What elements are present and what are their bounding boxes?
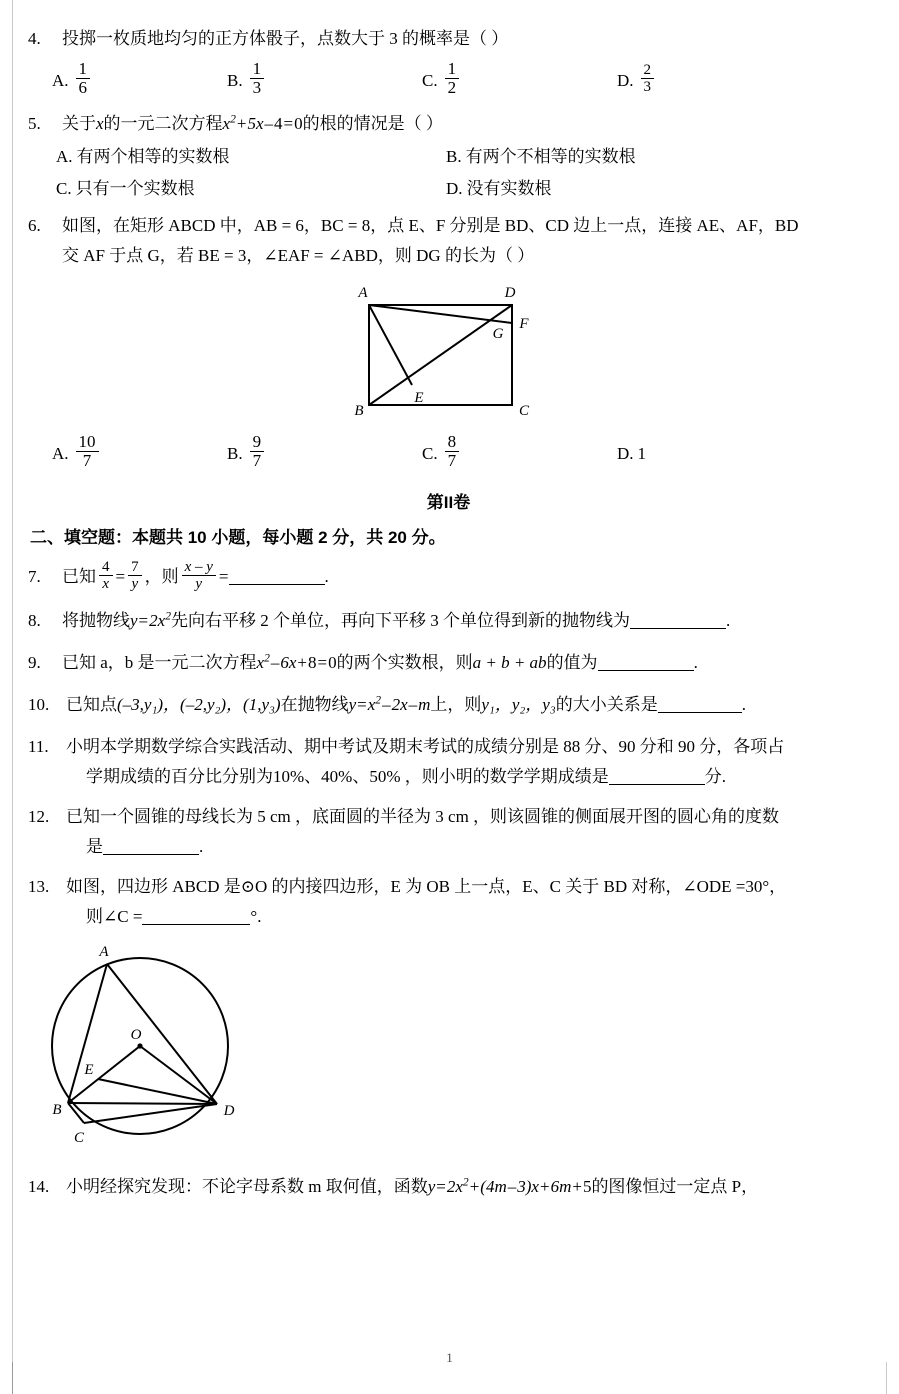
question-10-mid: 在抛物线	[280, 695, 349, 715]
question-10-points: (–3,y₁)，(–2,y₂)，(1,y₃)	[117, 695, 281, 715]
question-4-choices	[28, 59, 869, 99]
figure6-label-G: G	[492, 326, 503, 342]
choice-5-D[interactable]	[446, 173, 836, 205]
choice-4-D-denominator: 3	[643, 78, 652, 95]
question-11-line-1: 小明本学期数学综合实践活动、期中考试及期末考试的成绩分别是 88 分、90 分和 90 分，各项占	[66, 737, 785, 757]
question-9-mid: 的两个实数根，则	[336, 653, 473, 673]
question-9-expression-2: a + b + ab	[472, 653, 547, 673]
choice-6-A-fraction	[76, 433, 99, 470]
question-11-line-2	[66, 762, 869, 792]
question-14-stem	[66, 1172, 869, 1202]
choice-6-A-label: A.	[52, 443, 69, 463]
choice-4-D[interactable]	[617, 61, 657, 97]
question-14-post: 的图像恒过一定点 P，	[591, 1177, 759, 1197]
question-10-mid-2: 上，则	[430, 695, 482, 715]
figure13-label-C: C	[73, 1130, 85, 1147]
question-14	[28, 1172, 869, 1202]
choice-6-A-numerator: 10	[76, 433, 99, 452]
question-5-text-2: 的一元二次方程	[103, 114, 223, 133]
question-10-number: 10.	[28, 695, 50, 715]
question-7-fraction-2	[128, 560, 142, 592]
figure6-label-A: A	[357, 285, 368, 301]
section-divider-label: 第II卷	[426, 493, 471, 512]
choice-4-C[interactable]	[422, 59, 617, 99]
choice-4-A[interactable]	[52, 59, 227, 99]
question-7-frac1-den: x	[102, 576, 110, 593]
question-6-choices	[28, 432, 869, 472]
choice-4-C-fraction	[445, 60, 460, 97]
question-8-expression: $y=2x^2$	[130, 609, 171, 631]
question-6-line-1: 如图，在矩形 ABCD 中，AB = 6，BC = 8，点 E、F 分别是 BD、CD 边上一点，连接 AE、AF，BD	[62, 216, 799, 235]
question-6-figure-container	[28, 275, 869, 425]
question-11-number: 11.	[28, 737, 49, 757]
question-14-expression: $y=2x^2+(4m-3)x+6m+5$	[427, 1175, 592, 1197]
figure13-label-B: B	[52, 1102, 62, 1119]
question-12-answer-blank[interactable]	[103, 838, 199, 855]
question-5-text-3: 的根的情况是（ ）	[302, 114, 443, 133]
figure6-label-D: D	[504, 285, 515, 301]
choice-6-B[interactable]	[227, 432, 422, 472]
question-10-tail: .	[741, 695, 747, 715]
question-9-pre: 已知 a，b 是一元二次方程	[62, 653, 257, 673]
question-7-mid: ，则	[144, 567, 179, 586]
question-8-answer-blank[interactable]	[630, 612, 726, 629]
question-8-tail: .	[725, 611, 731, 631]
choice-4-C-label: C.	[422, 70, 438, 90]
question-10-stem	[66, 690, 869, 720]
choice-5-A-label: A.	[56, 147, 73, 166]
question-9-post: 的值为	[546, 653, 598, 673]
question-5-stem	[62, 109, 869, 139]
question-13	[28, 872, 869, 932]
question-6-line-2: 交 AF 于点 G，若 BE = 3，∠EAF = ∠ABD，则 DG 的长为（ ）	[62, 246, 535, 265]
question-5-number: 5.	[28, 114, 41, 133]
question-5	[28, 109, 869, 139]
question-5-choices-row-1	[28, 141, 869, 173]
question-10-post: 的大小关系是	[555, 695, 658, 715]
question-12-stem	[66, 802, 869, 862]
choice-6-B-numerator: 9	[250, 433, 265, 452]
question-12-line-2-text: 是	[86, 837, 103, 857]
question-8-post: 先向右平移 2 个单位，再向下平移 3 个单位得到新的抛物线为	[170, 611, 630, 631]
choice-5-A-text: 有两个相等的实数根	[76, 147, 230, 166]
question-7-fraction-3	[182, 560, 216, 592]
question-4-text: 投掷一枚质地均匀的正方体骰子，点数大于 3 的概率是（ ）	[62, 29, 509, 48]
question-11-unit: 分.	[704, 767, 726, 787]
choice-6-B-denominator: 7	[252, 451, 262, 470]
choice-5-D-label: D.	[446, 179, 463, 198]
question-12-number: 12.	[28, 807, 50, 827]
question-6-stem	[62, 211, 869, 271]
section-heading-fill-in-blank: 二、填空题：本题共 10 小题，每小题 2 分，共 20 分。	[30, 528, 446, 547]
choice-6-C[interactable]	[422, 432, 617, 472]
choice-5-D-text: 没有实数根	[466, 179, 552, 198]
question-13-number: 13.	[28, 877, 50, 897]
scan-edge-line-right	[886, 1362, 887, 1394]
figure13-label-A: A	[99, 944, 109, 961]
question-5-text-1: 关于	[62, 114, 96, 133]
choice-5-C[interactable]	[56, 173, 446, 205]
choice-6-A-denominator: 7	[82, 451, 92, 470]
figure6-label-F: F	[518, 316, 529, 332]
question-7-equals-2: =	[218, 567, 229, 586]
choice-4-C-denominator: 2	[447, 78, 457, 97]
scan-edge-line-left-bottom	[12, 1362, 13, 1394]
choice-6-D-value: 1	[637, 443, 647, 463]
choice-6-A[interactable]	[52, 432, 227, 472]
choice-6-B-fraction	[250, 433, 265, 470]
question-13-line-2-text: 则∠C =	[86, 907, 143, 927]
choice-4-A-label: A.	[52, 70, 69, 90]
figure6-label-B: B	[353, 403, 364, 419]
question-7-equals-1: =	[115, 567, 126, 586]
question-7-frac1-num: 4	[99, 560, 113, 576]
choice-4-B[interactable]	[227, 59, 422, 99]
question-5-equation: $x^2+5x-4=0$	[222, 112, 303, 133]
question-12-line-1: 已知一个圆锥的母线长为 5 cm ，底面圆的半径为 3 cm ，则该圆锥的侧面展开图的圆心角的度数	[66, 807, 780, 827]
question-9-tail: .	[693, 653, 698, 673]
choice-4-D-numerator: 2	[641, 63, 655, 79]
question-8	[28, 606, 869, 636]
question-9-expression: $x^2-6x+8=0$	[256, 651, 337, 673]
choice-6-B-label: B.	[227, 443, 243, 463]
question-11-line-2-text: 学期成绩的百分比分别为10%、40%、50% ，则小明的数学学期成绩是	[86, 767, 609, 787]
choice-5-C-label: C.	[56, 179, 72, 198]
question-7-number: 7.	[28, 567, 41, 586]
figure13-label-E: E	[84, 1062, 94, 1079]
choice-5-A[interactable]	[56, 141, 446, 173]
question-7-pre: 已知	[62, 567, 96, 586]
question-10-expression: $y=x^2-2x-m$	[348, 693, 431, 715]
choice-6-C-fraction	[445, 433, 460, 470]
choice-6-C-denominator: 7	[447, 451, 457, 470]
choice-4-B-numerator: 1	[250, 60, 265, 79]
question-13-tail: °.	[250, 907, 262, 927]
question-10-pre: 已知点	[66, 695, 117, 715]
choice-5-C-text: 只有一个实数根	[75, 179, 195, 198]
choice-6-C-numerator: 8	[445, 433, 460, 452]
choice-4-A-fraction	[76, 60, 91, 97]
question-12-tail: .	[199, 837, 204, 857]
question-10-variables: y₁，y₂，y₃	[481, 695, 556, 715]
question-13-answer-blank[interactable]	[142, 908, 250, 925]
question-5-choices-row-2	[28, 173, 869, 205]
choice-5-B-label: B.	[446, 147, 462, 166]
question-11	[28, 732, 869, 792]
question-7-answer-blank[interactable]	[229, 568, 325, 585]
question-8-stem	[62, 606, 869, 636]
question-5-variable: x	[96, 114, 104, 133]
choice-4-A-numerator: 1	[76, 60, 91, 79]
choice-4-C-numerator: 1	[445, 60, 460, 79]
question-11-stem	[66, 732, 869, 792]
question-4-number: 4.	[28, 29, 41, 48]
choice-4-D-fraction	[641, 63, 655, 95]
question-6	[28, 211, 869, 271]
question-14-pre: 小明经探究发现：不论字母系数 m 取何值，函数	[66, 1177, 428, 1197]
rectangle-abcd-figure	[334, 275, 564, 425]
question-10	[28, 690, 869, 720]
question-13-line-1: 如图，四边形 ABCD 是⊙O 的内接四边形，E 为 OB 上一点，E、C 关于 BD 对称，∠ODE =30°，	[66, 877, 787, 897]
question-11-answer-blank[interactable]	[609, 768, 705, 785]
question-12	[28, 802, 869, 862]
question-7-frac2-den: y	[131, 576, 139, 593]
choice-4-A-denominator: 6	[78, 78, 88, 97]
question-7-tail: .	[324, 567, 329, 586]
question-9	[28, 648, 869, 678]
choice-5-B[interactable]	[446, 141, 836, 173]
question-7-frac3-den: y	[195, 576, 203, 593]
figure6-label-C: C	[518, 403, 529, 419]
choice-6-D[interactable]	[617, 444, 646, 464]
question-7-fraction-1	[99, 560, 113, 592]
question-7-frac3-num: x – y	[182, 560, 216, 576]
question-10-answer-blank[interactable]	[658, 696, 742, 713]
choice-4-B-denominator: 3	[252, 78, 262, 97]
question-14-number: 14.	[28, 1177, 50, 1197]
question-13-stem	[66, 872, 869, 932]
figure13-label-D: D	[223, 1103, 235, 1120]
choice-6-D-label: D.	[617, 443, 634, 463]
choice-4-B-fraction	[250, 60, 265, 97]
question-4	[28, 24, 869, 54]
choice-6-C-label: C.	[422, 443, 438, 463]
figure13-label-O: O	[130, 1027, 142, 1044]
choice-4-B-label: B.	[227, 70, 243, 90]
question-13-line-2	[66, 902, 869, 932]
question-13-figure-container	[32, 938, 869, 1158]
choice-4-D-label: D.	[617, 70, 634, 90]
question-9-answer-blank[interactable]	[598, 654, 694, 671]
question-8-pre: 将抛物线	[62, 611, 130, 631]
question-6-number: 6.	[28, 216, 41, 235]
question-12-line-2	[66, 832, 869, 862]
question-9-stem	[62, 648, 869, 678]
question-7-stem	[62, 559, 869, 594]
figure6-label-E: E	[413, 390, 424, 406]
circle-abcd-figure	[32, 938, 272, 1153]
question-9-number: 9.	[28, 653, 41, 673]
question-7	[28, 559, 869, 594]
question-8-number: 8.	[28, 611, 41, 631]
question-7-frac2-num: 7	[128, 560, 142, 576]
page-number: 1	[446, 1350, 453, 1365]
choice-5-B-text: 有两个不相等的实数根	[465, 147, 636, 166]
